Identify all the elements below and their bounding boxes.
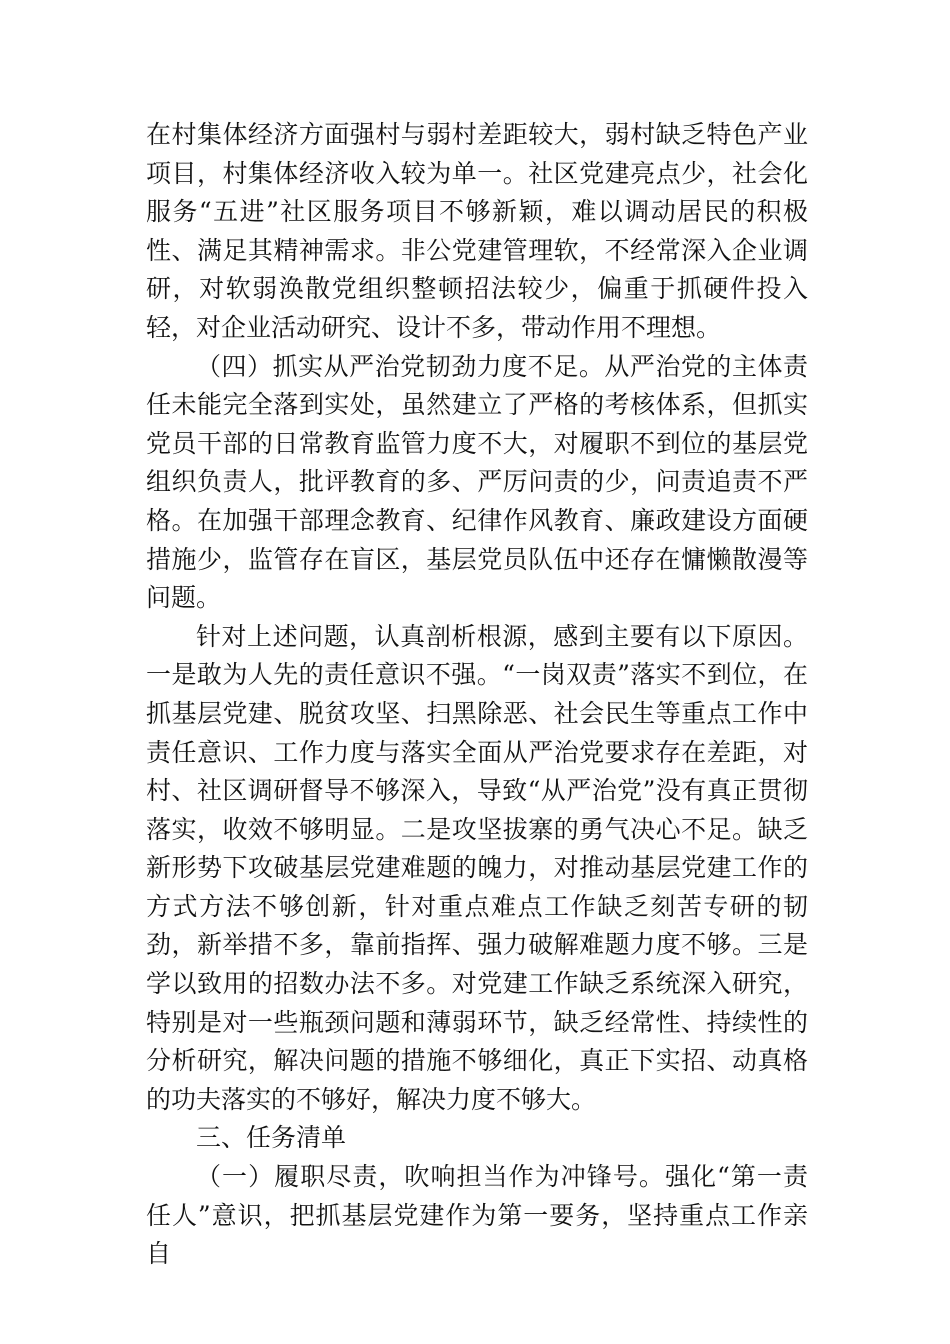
section-heading-task-list: 三、任务清单	[196, 1123, 347, 1153]
document-body	[146, 116, 808, 1274]
paragraph-root-cause-analysis: 针对上述问题，认真剖析根源，感到主要有以下原因。一是敢为人先的责任意识不强。“一岗双责”落实不到位，在抓基层党建、脱贫攻坚、扫黑除恶、社会民生等重点工作中责任意识、工作力度与落实全面从严治党要求存在差距，对村、社区调研督导不够深入，导致“从严治党”没有真正贯彻落实，收效不够明显。二是攻坚拔寨的勇气决心不足。缺乏新形势下攻破基层党建难题的魄力，对推动基层党建工作的方式方法不够创新，针对重点难点工作缺乏刻苦专研的韧劲，新举措不多，靠前指挥、强力破解难题力度不够。三是学以致用的招数办法不多。对党建工作缺乏系统深入研究，特别是对一些瓶颈问题和薄弱环节，缺乏经常性、持续性的分析研究，解决问题的措施不够细化，真正下实招、动真格的功夫落实的不够好，解决力度不够大。	[146, 621, 808, 1114]
paragraph-collective-economy: 在村集体经济方面强村与弱村差距较大，弱村缺乏特色产业项目，村集体经济收入较为单一。社区党建亮点少，社会化服务“五进”社区服务项目不够新颖，难以调动居民的积极性、满足其精神需求。非公党建管理软，不经常深入企业调研，对软弱涣散党组织整顿招法较少，偏重于抓硬件投入轻，对企业活动研究、设计不多，带动作用不理想。	[146, 120, 808, 342]
paragraph-task-one: （一）履职尽责，吹响担当作为冲锋号。强化“第一责任人”意识，把抓基层党建作为第一要务，坚持重点工作亲自	[146, 1162, 808, 1269]
paragraph-strict-governance: （四）抓实从严治党韧劲力度不足。从严治党的主体责任未能完全落到实处，虽然建立了严格的考核体系，但抓实党员干部的日常教育监管力度不大，对履职不到位的基层党组织负责人，批评教育的多、严厉问责的少，问责追责不严格。在加强干部理念教育、纪律作风教育、廉政建设方面硬措施少，监管存在盲区，基层党员队伍中还存在慵懒散漫等问题。	[146, 351, 808, 613]
